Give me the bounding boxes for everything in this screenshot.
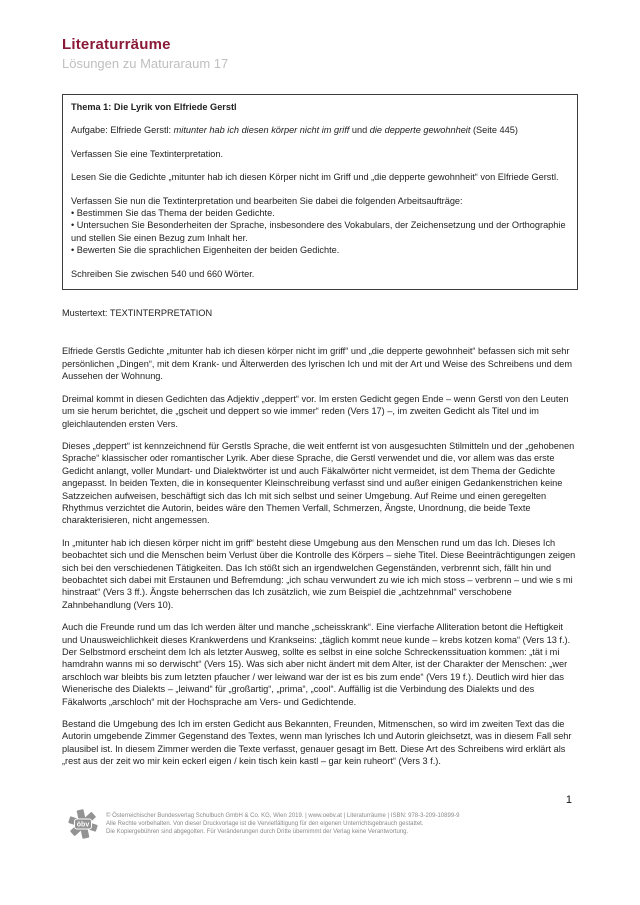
interpretation-text [62,345,578,767]
imprint-line-1: © Österreichischer Bundesverlag Schulbuch GmbH & Co. KG, Wien 2019. | www.oebv.at | Literaturräume | ISBN: 978-3-209-10899-9 [106,813,460,819]
task-instruction-1: Verfassen Sie eine Textinterpretation. [71,148,224,159]
task-worklist [71,195,569,257]
task-aufgabe-line [71,124,569,136]
paragraph-2: Dreimal kommt in diesen Gedichten das Adjektiv „deppert“ vor. Im ersten Gedicht gegen Ende – wenn Gerstl von den Leuten um sie herum berichtet, die „gscheit und deppert so wie immer“ reden (Vers 17) –, im zweiten Gedicht als Titel und im gleichlautenden ersten Vers. [62,393,569,429]
paragraph-3: Dieses „deppert“ ist kennzeichnend für Gerstls Sprache, die weit entfernt ist von ausgesuchten Stilmitteln und der „gehobenen Sprache“ klassischer oder romantischer Lyrik. Aber diese Sprache, die Gerstl verwendet und die, vor allem was das erste Gedicht anlangt, voller Mundart- und Dialektwörter ist und auch Fäkalwörter nicht vermeidet, ist dem Thema der Gedichte angepasst. In beiden Texten, die in konsequenter Kleinschreibung verfasst sind und außer einigen Gedankenstrichen keine Satzzeichen aufweisen, beschäftigt sich das Ich mit sich selbst und seiner Umgebung. Auf Reime und einen geregelten Rhythmus verzichtet die Autorin, beides wäre den Themen Verfall, Schmerzen, Ängste, Unordnung, die beide Texte charakterisieren, nicht angemessen. [62,440,575,526]
aufgabe-connector: und [349,125,370,136]
imprint-line-3: Die Kopiergebühren sind abgegolten. Für Veränderungen durch Dritte übernimmt der Verlag keine Verantwortung. [106,829,409,835]
task-instruction-2: Lesen Sie die Gedichte „mitunter hab ich diesen Körper nicht im Griff und „die depperte gewohnheit“ von Elfriede Gerstl. [71,172,559,183]
page-subtitle: Lösungen zu Maturaraum 17 [62,56,229,71]
document-footer [68,809,459,839]
poem-title-1: mitunter hab ich diesen körper nicht im griff [173,125,350,136]
page-number: 1 [565,794,572,806]
document-header [62,36,578,71]
oebv-logo-icon [68,809,98,839]
task-bullet-3: • Bewerten Sie die sprachlichen Eigenheiten der beiden Gedichte. [71,245,340,256]
mustertext-label: Mustertext: TEXTINTERPRETATION [62,308,213,319]
task-bullet-2: • Untersuchen Sie Besonderheiten der Sprache, insbesondere des Vokabulars, der Zeichensetzung und der Orthographie und stellen Sie einen Bezug zum Inhalt her. [71,220,566,243]
aufgabe-page-ref: (Seite 445) [470,125,518,136]
task-bullet-1: • Bestimmen Sie das Thema der beiden Gedichte. [71,208,275,219]
task-word-count: Schreiben Sie zwischen 540 und 660 Wörter. [71,268,255,279]
imprint-line-2: Alle Rechte vorbehalten. Von dieser Druckvorlage ist die Vervielfältigung für den eigenen Unterrichtsgebrauch gestattet. [106,821,424,827]
task-box-title: Thema 1: Die Lyrik von Elfriede Gerstl [71,102,237,112]
oebv-logo-label: öbv [76,821,90,829]
paragraph-1: Elfriede Gerstls Gedichte „mitunter hab ich diesen körper nicht im griff“ und „die depperte gewohnheit“ befassen sich mit sehr persönlichen „Dingen“, mit dem Krank- und Älterwerden des lyrischen Ich und mit der Art und Weise des Schreibens und dem Aussehen der Wohnung. [62,346,572,382]
paragraph-5: Auch die Freunde rund um das Ich werden älter und manche „scheisskrank“. Eine vierfache Alliteration betont die Heftigkeit und Unausweichlichkeit dieses Krankwerdens und Krankseins: „täglich kommt neue kunde – krebs kotzen koma“ (Vers 13 f.). Der Selbstmord erscheint dem Ich als letzter Ausweg, sollte es selbst in eine solche Schreckenssituation kommen: „tät i mi hamdrahn wanns mi so derwischt“ (Vers 15). Was sich aber nicht ändert mit dem Alter, ist der Charakter der Menschen: „wer arschloch war bleibts bis zum letzten pfaucher / wer leiwand war der ist es bis zum ende“ (Vers 19 f.). Deutlich wird hier das Wienerische des Dialekts – „leiwand“ für „großartig“, „prima“, „cool“. Auffällig ist die Verbindung des Dialekts und des Fäkalworts „arschloch“ mit der Hochsprache am Vers- und Gedichtende. [62,622,571,707]
paragraph-6: Bestand die Umgebung des Ich im ersten Gedicht aus Bekannten, Freunden, Mitmenschen, so wird im zweiten Text das die Autorin umgebende Zimmer Gegenstand des Textes, wenn man lyrisches Ich und Autorin gleichsetzt, was in diesem Fall sehr plausibel ist. In diesem Zimmer werden die Texte verfasst, genauer gesagt im Bett. Diese Art des Schreibens wird erklärt als „rest aus der zeit wo mir kein eckerl eigen / kein tisch kein kastl – gar kein ruheort“ (Vers 3 f.). [62,719,572,767]
poem-title-2: die depperte gewohnheit [369,125,471,136]
paragraph-4: In „mitunter hab ich diesen körper nicht im griff“ besteht diese Umgebung aus den Menschen rund um das Ich. Dieses Ich beobachtet sich und die Menschen beim Verlust über die Kontrolle des Körpers – siehe Titel. Diese Beeinträchtigungen zeigen sich bei den verschiedenen Tätigkeiten. Das Ich stößt sich an irgendwelchen Gegenständen, verbrennt sich, fällt hin und beobachtet sich dabei mit Erstaunen und Befremdung: „ich schau verwundert zu wie ich mich stoss – verbrenn – und wie s mi hinstraat“ (Vers 3 ff.). Ängste beherrschen das Ich zusätzlich, wie zum Beispiel die „achtzehnmal“ verschobene Zahnbehandlung (Vers 10). [62,537,576,610]
task-box [62,94,578,290]
task-instruction-3: Verfassen Sie nun die Textinterpretation und bearbeiten Sie dabei die folgenden Arbeitsaufträge: [71,195,463,206]
imprint-text [106,809,459,836]
aufgabe-prefix: Aufgabe: Elfriede Gerstl: [71,125,174,136]
page-title: Literaturräume [62,36,171,53]
